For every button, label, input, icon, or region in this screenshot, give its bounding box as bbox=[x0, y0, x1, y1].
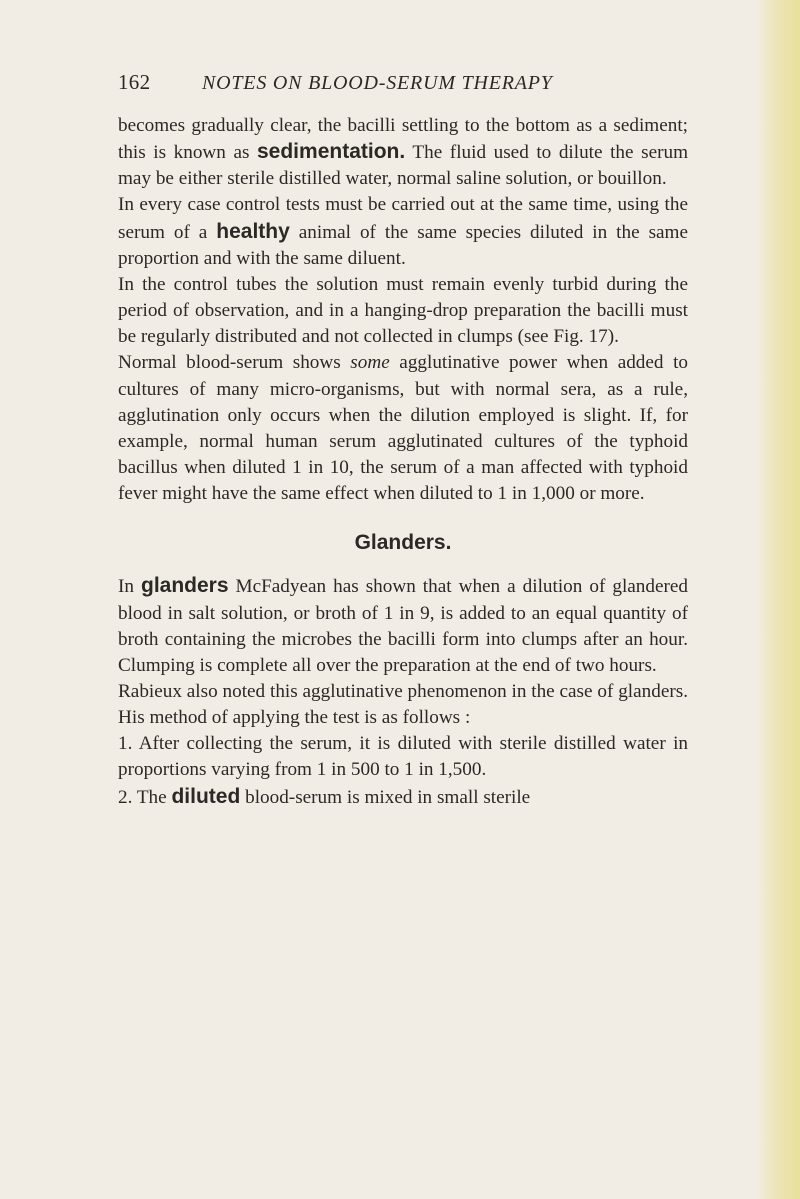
body-text bbox=[118, 113, 688, 811]
paragraph-8-text-b: blood-serum is mixed in small sterile bbox=[240, 786, 531, 808]
paragraph-1-text-a: becomes gradually clear, the bacilli settling to the bottom as a sediment; this is known as bbox=[118, 115, 688, 164]
paragraph-2-text-b: animal of the same species diluted in the same proportion and with the same diluent. bbox=[118, 221, 688, 269]
running-title: NOTES ON BLOOD-SERUM THERAPY bbox=[202, 72, 553, 94]
term-glanders: glanders bbox=[141, 574, 229, 598]
paragraph-3: In the control tubes the solution must remain evenly turbid during the period of observation, and in a hanging-drop preparation the bacilli must be regularly distributed and not collected in clumps (see Fig. 17). bbox=[118, 273, 688, 348]
running-header bbox=[118, 70, 658, 95]
page-number: 162 bbox=[118, 70, 151, 94]
page-edge-discoloration bbox=[756, 0, 800, 1199]
paragraph-4-text-a: Normal blood-serum shows bbox=[118, 352, 351, 374]
paragraph-7: 1. After collecting the serum, it is diluted with sterile distilled water in proportions varying from 1 in 500 to 1 in 1,500. bbox=[118, 733, 688, 781]
section-heading-glanders: Glanders. bbox=[354, 531, 452, 555]
paragraph-4-text-b: agglutinative power when added to cultures of many micro-organisms, but with normal sera, as a rule, agglutination only occurs when the dilution employed is slight. If, for example, normal human serum agglutinated cultures of the typhoid bacillus when diluted 1 in 10, the serum of a man affected with typhoid fever might have the same effect when diluted to 1 in 1,000 or more. bbox=[118, 352, 689, 505]
paragraph-8 bbox=[118, 784, 688, 811]
paragraph-6: Rabieux also noted this agglutinative phenomenon in the case of glanders. His method of applying the test is as follows : bbox=[118, 680, 688, 729]
term-some: some bbox=[350, 352, 390, 374]
paragraph-8-text-a: 2. The bbox=[118, 786, 172, 808]
paragraph-1 bbox=[118, 113, 688, 192]
paragraph-5-text-b: McFadyean has shown that when a dilution of glandered blood in salt solution, or broth of 1 in 9, is added to an equal quantity of broth containing the microbes the bacilli form into clumps after an hour. Clumping is complete all over the preparation at the end of two hours. bbox=[118, 576, 689, 676]
paragraph-4 bbox=[118, 350, 688, 507]
paragraph-5 bbox=[118, 573, 688, 679]
term-diluted: diluted bbox=[171, 784, 241, 808]
paragraph-1-text-b: The fluid used to dilute the serum may be either sterile distilled water, normal saline solution, or bouillon. bbox=[118, 142, 688, 190]
paragraph-2-text-a: In every case control tests must be carried out at the same time, using the serum of a bbox=[118, 194, 688, 243]
term-sedimentation: sedimentation. bbox=[257, 140, 406, 164]
paragraph-2 bbox=[118, 192, 688, 271]
term-healthy: healthy bbox=[216, 219, 290, 243]
paragraph-5-text-a: In bbox=[118, 576, 141, 598]
